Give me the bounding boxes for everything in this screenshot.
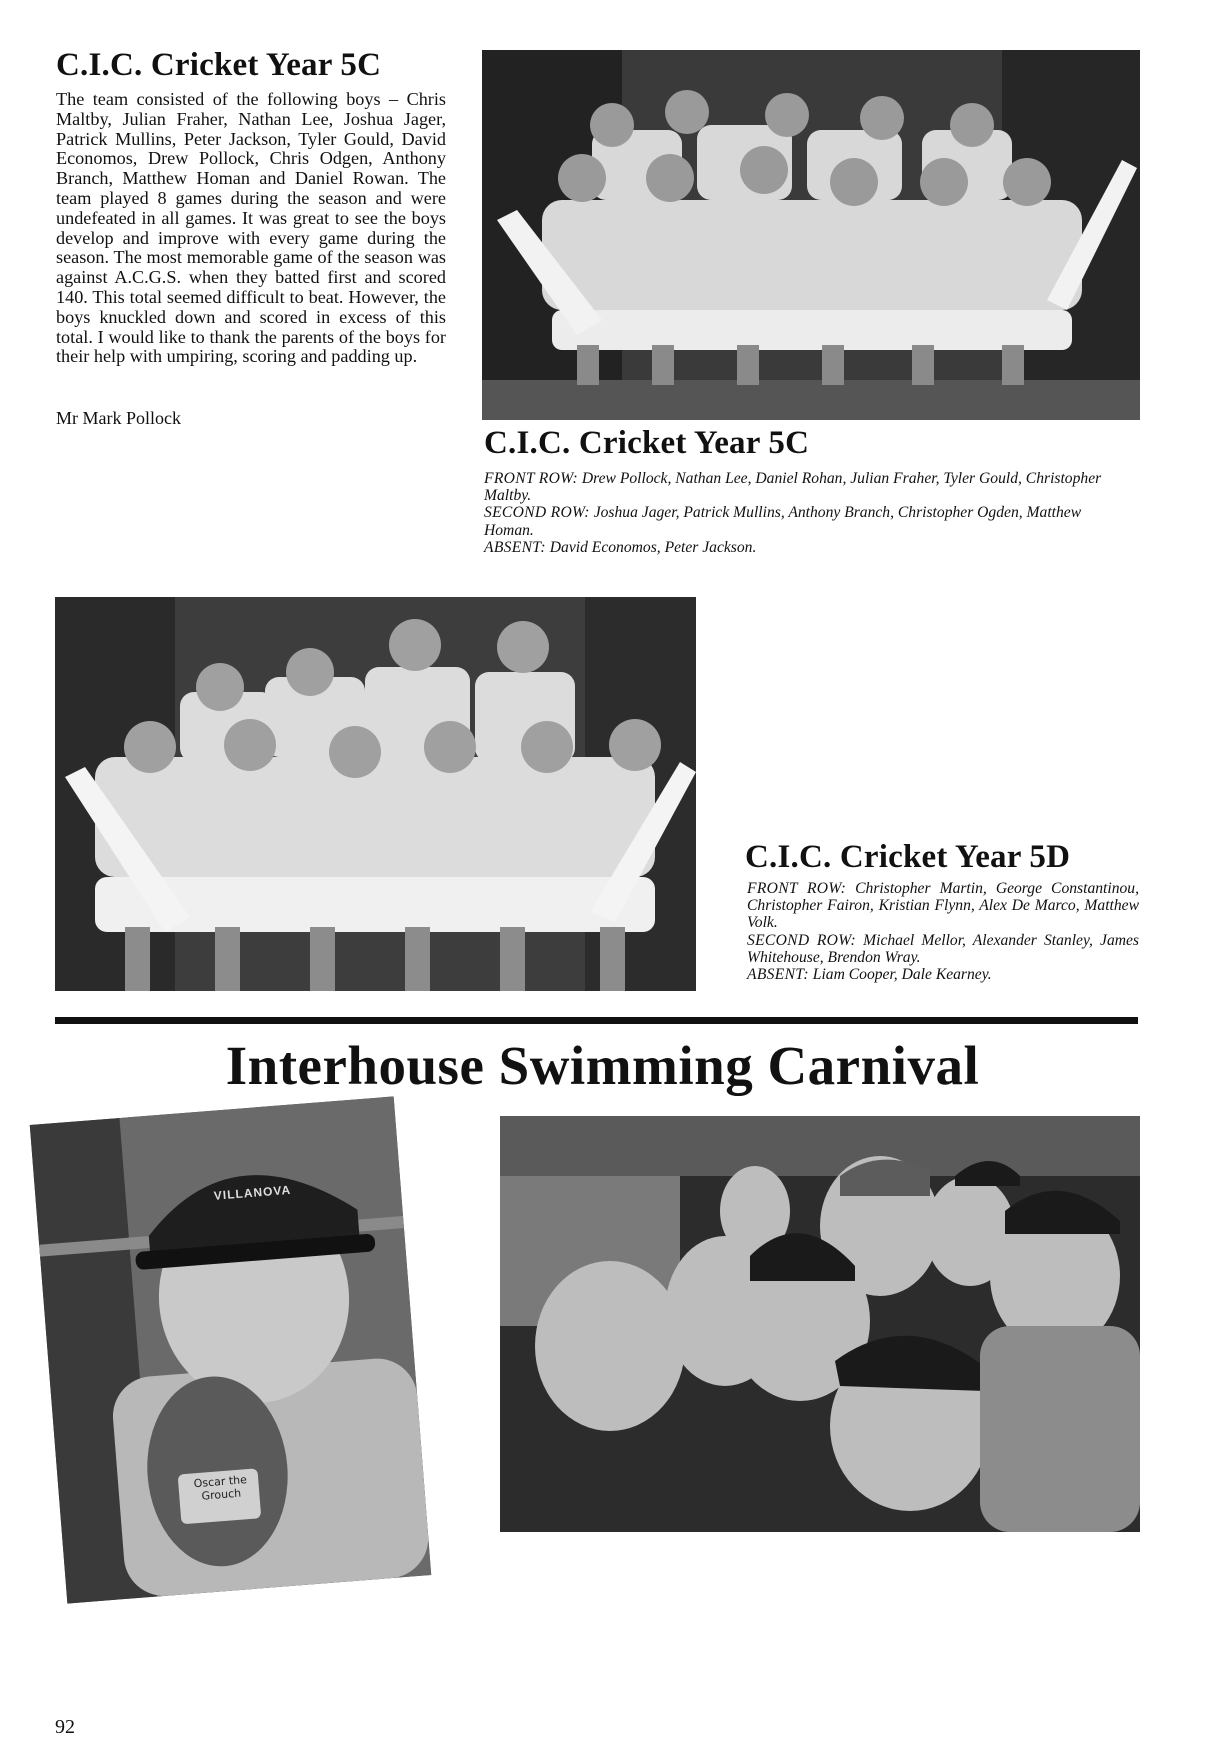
front-row-label: FRONT ROW:: [484, 470, 578, 487]
second-row-label: SECOND ROW:: [484, 504, 590, 522]
caption-5d-second-row: [747, 932, 1139, 966]
report-author: Mr Mark Pollock: [56, 408, 181, 428]
page-number: 92: [55, 1716, 75, 1738]
swimming-photo-group: [500, 1116, 1140, 1532]
absent-label: ABSENT:: [484, 538, 546, 556]
caption-5c-front-row: [484, 470, 1134, 504]
second-row-label: SECOND ROW:: [747, 931, 857, 949]
team-photo-5d: [55, 597, 696, 991]
team-photo-5c: [482, 50, 1140, 420]
absent-names: Liam Cooper, Dale Kearney.: [812, 966, 992, 984]
caption-5d-absent: [747, 966, 1139, 983]
front-row-label: FRONT ROW:: [747, 880, 847, 897]
section-5c-report: The team consisted of the following boys – Chris Maltby, Julian Fraher, Nathan Lee, Joshua Jager, Patrick Mullins, Peter Jackson, Tyler Gould, David Economos, Drew Pollock, Chris Odgen, Anthony Branch, Matthew Homan and Daniel Rowan. The team played 8 games during the season and were undefeated in all games. It was great to see the boys develop and improve with every game during the season. The most memorable game of the season was against A.C.G.S. when they batted first and scored 140. This total seemed difficult to beat. However, the boys knuckled down and scored in excess of this total. I would like to thank the parents of the boys for their help with umpiring, scoring and padding up.: [56, 89, 446, 367]
second-row-names: Michael Mellor, Alexander Stanley, James Whitehouse, Brendon Wray.: [747, 931, 1139, 966]
front-row-names: Christopher Martin, George Constantinou, Christopher Fairon, Kristian Flynn, Alex De Marco, Matthew Volk.: [747, 880, 1139, 932]
caption-5c-absent: [484, 539, 1134, 556]
caption-5c-title: C.I.C. Cricket Year 5C: [484, 425, 810, 461]
absent-names: David Economos, Peter Jackson.: [549, 538, 757, 556]
caption-5c: [484, 470, 1134, 556]
section-divider: [55, 1017, 1138, 1024]
caption-5c-second-row: [484, 504, 1134, 538]
caption-5d-front-row: [747, 880, 1139, 932]
swimming-headline: Interhouse Swimming Carnival: [225, 1035, 980, 1096]
absent-label: ABSENT:: [747, 966, 809, 984]
front-row-names: Drew Pollock, Nathan Lee, Daniel Rohan, Julian Fraher, Tyler Gould, Christopher Maltby.: [484, 470, 1102, 505]
toy-label: Oscar the Grouch: [193, 1473, 248, 1503]
caption-5d-title: C.I.C. Cricket Year 5D: [745, 839, 1071, 875]
caption-5d: [747, 880, 1139, 983]
section-5c-title: C.I.C. Cricket Year 5C: [56, 47, 382, 83]
cap-logo-text: VILLANOVA: [213, 1182, 292, 1203]
swimming-photo-boy: [30, 1096, 432, 1603]
second-row-names: Joshua Jager, Patrick Mullins, Anthony Branch, Christopher Ogden, Matthew Homan.: [484, 504, 1082, 539]
